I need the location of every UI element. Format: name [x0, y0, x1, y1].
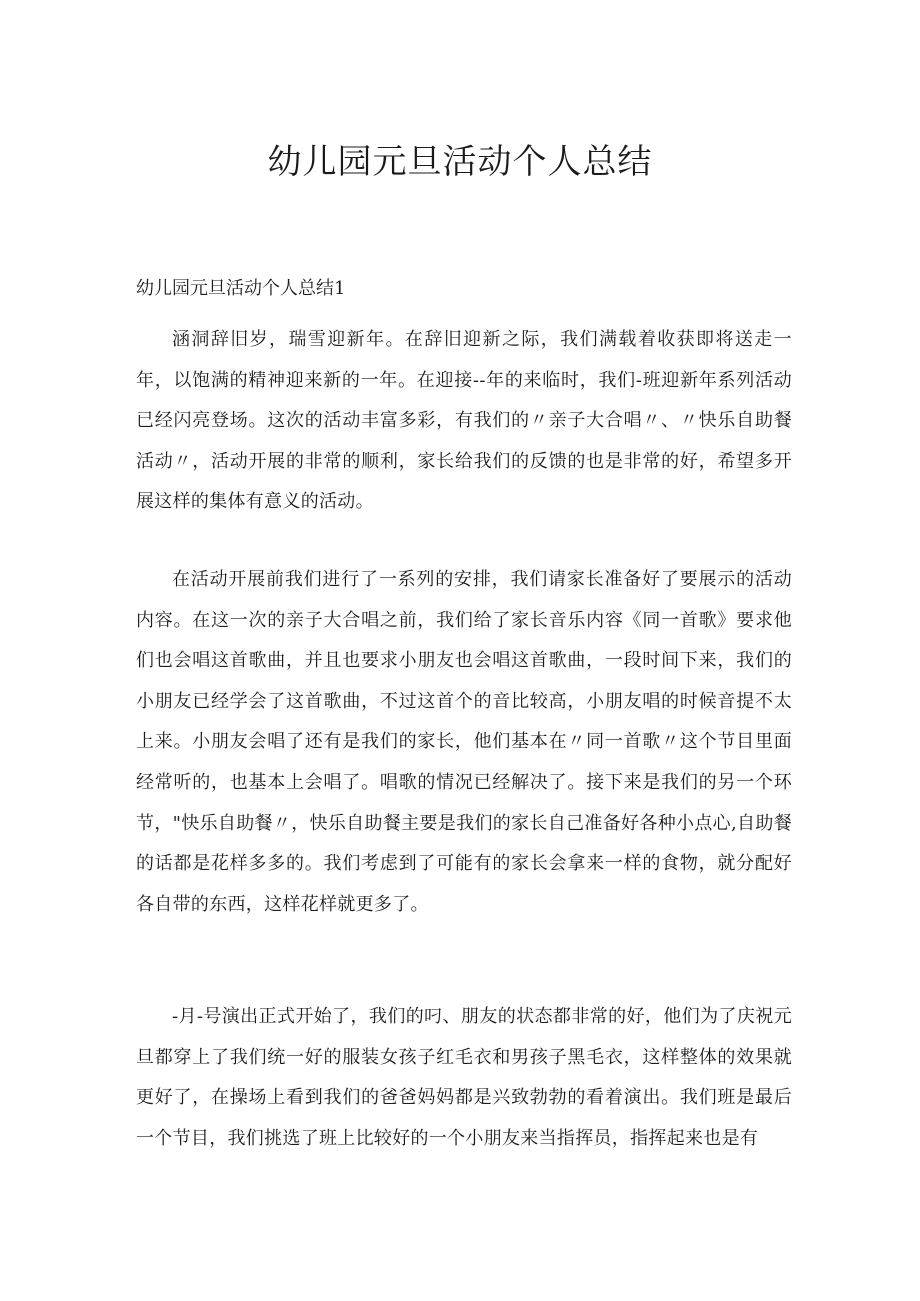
document-title: 幼儿园元旦活动个人总结	[267, 142, 653, 182]
paragraph-2: 在活动开展前我们进行了一系列的安排，我们请家长准备好了要展示的活动内容。在这一次的亲子大合唱之前，我们给了家长音乐内容《同一首歌》要求他们也会唱这首歌曲，并且也要求小朋友也会唱这首歌曲，一段时间下来，我们的小朋友已经学会了这首歌曲，不过这首个的音比较高，小朋友唱的时候音提不太上来。小朋友会唱了还有是我们的家长，他们基本在〃同一首歌〃这个节目里面经常听的，也基本上会唱了。唱歌的情况已经解决了。接下来是我们的另一个环节，"快乐自助餐〃，快乐自助餐主要是我们的家长自己准备好各种小点心,自助餐的话都是花样多多的。我们考虑到了可能有的家长会拿来一样的食物，就分配好各自带的东西，这样花样就更多了。	[136, 569, 792, 915]
paragraph-3: -月-号演出正式开始了，我们的叼、朋友的状态都非常的好，他们为了庆祝元旦都穿上了我们统一好的服装女孩子红毛衣和男孩子黑毛衣，这样整体的效果就更好了，在操场上看到我们的爸爸妈妈都是兴致勃勃的看着演出。我们班是最后一个节目，我们挑选了班上比较好的一个小朋友来当指挥员，指挥起来也是有	[136, 1006, 792, 1149]
paragraph-1: 涵洞辞旧岁，瑞雪迎新年。在辞旧迎新之际，我们满载着收获即将送走一年，以饱满的精神迎来新的一年。在迎接--年的来临时，我们-班迎新年系列活动已经闪亮登场。这次的活动丰富多彩，有我们的〃亲子大合唱〃、〃快乐自助餐活动〃，活动开展的非常的顺利，家长给我们的反馈的也是非常的好，希望多开展这样的集体有意义的活动。	[136, 329, 792, 513]
section-heading: 幼儿园元旦活动个人总结1	[136, 278, 346, 299]
